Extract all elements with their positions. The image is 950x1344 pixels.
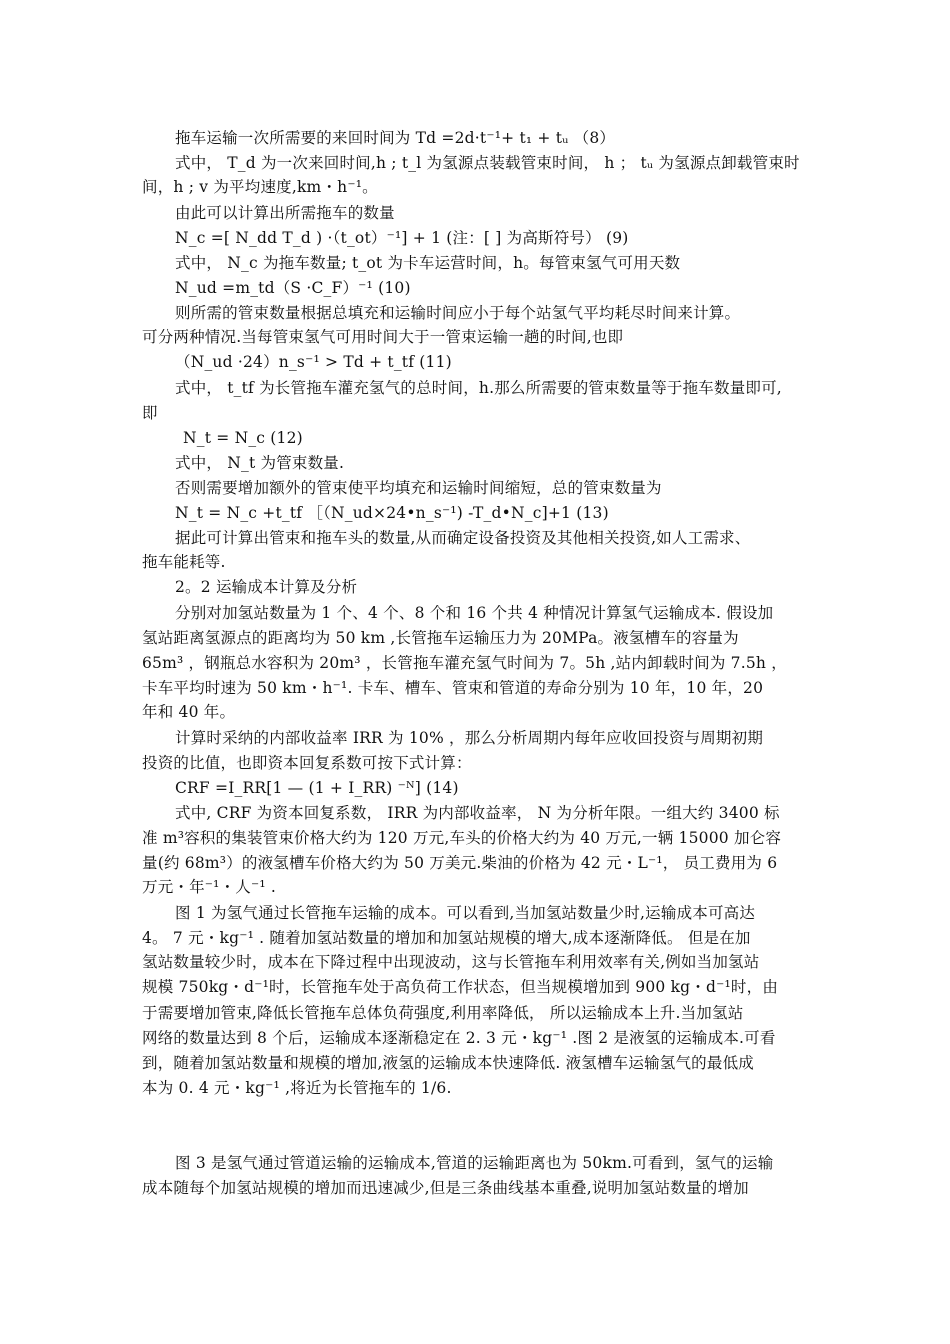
text-line: 式中， N_t 为管束数量. — [175, 454, 345, 472]
eq-11-line: （N_ud ·24）n_s⁻¹ > Td + t_tf (11) — [175, 353, 452, 371]
text-line: 计算时采纳的内部收益率 IRR 为 10% ，那么分析周期内每年应收回投资与周期初期 — [175, 729, 764, 747]
text-line: 准 m³容积的集装管束价格大约为 120 万元,车头的价格大约为 40 万元,一辆 15000 加仑容 — [142, 829, 782, 847]
text-line: 式中, CRF 为资本回复系数， IRR 为内部收益率， N 为分析年限。一组大约 3400 标 — [175, 804, 780, 822]
text-line: 即 — [142, 404, 158, 422]
text-line: 投资的比值，也即资本回复系数可按下式计算： — [142, 754, 472, 772]
text-line: 万元・年⁻¹・人⁻¹ . — [142, 878, 277, 896]
text-line: 本为 0. 4 元・kg⁻¹ ,将近为长管拖车的 1/6. — [142, 1079, 452, 1097]
eq-14-line: CRF =I_RR[1 — (1 + I_RR) ⁻ᴺ] (14) — [175, 779, 459, 797]
eq-12-line: N_t = N_c (12) — [183, 429, 303, 447]
text-line: 则所需的管束数量根据总填充和运输时间应小于每个站氢气平均耗尽时间来计算。 — [175, 304, 741, 322]
text-line: 否则需要增加额外的管束使平均填充和运输时间缩短，总的管束数量为 — [175, 479, 662, 497]
text-line: 年和 40 年。 — [142, 703, 236, 721]
text-line: 式中， t_tf 为长管拖车灌充氢气的总时间，h.那么所需要的管束数量等于拖车数量即可, — [175, 379, 782, 397]
section-heading: 2。2 运输成本计算及分析 — [175, 578, 358, 596]
text-line: 4。 7 元・kg⁻¹ . 随着加氢站数量的增加和加氢站规模的增大,成本逐渐降低。 但是在加 — [142, 929, 751, 947]
text-line: 图 3 是氢气通过管道运输的运输成本,管道的运输距离也为 50km.可看到，氢气的运输 — [175, 1154, 774, 1172]
text-line: 分别对加氢站数量为 1 个、4 个、8 个和 16 个共 4 种情况计算氢气运输成本. 假设加 — [175, 604, 774, 622]
eq-8-line: 拖车运输一次所需要的来回时间为 Td =2d·t⁻¹+ t₁ + tᵤ （8） — [175, 129, 616, 147]
eq-9-line: N_c =[ N_dd T_d ) ·（t_ot）⁻¹] + 1 (注：[ ] 为高斯符号） (9) — [175, 229, 629, 247]
text-line: 规模 750kg・d⁻¹时，长管拖车处于高负荷工作状态，但当规模增加到 900 kg・d⁻¹时，由 — [142, 978, 779, 996]
text-line: 65m³ ，钢瓶总水容积为 20m³ ，长管拖车灌充氢气时间为 7。5h ,站内卸载时间为 7.5h ， — [142, 654, 787, 672]
text-line: 网络的数量达到 8 个后，运输成本逐渐稳定在 2. 3 元・kg⁻¹ .图 2 是液氢的运输成本.可看 — [142, 1029, 776, 1047]
text-line: 拖车能耗等. — [142, 553, 226, 571]
eq-13-line: N_t = N_c +t_tf ［（N_ud×24•n_s⁻¹) -T_d•N_c]+1 (13) — [175, 504, 609, 522]
text-line: 氢站距离氢源点的距离均为 50 km ,长管拖车运输压力为 20MPa。液氢槽车的容量为 — [142, 629, 739, 647]
text-line: 成本随每个加氢站规模的增加而迅速减少,但是三条曲线基本重叠,说明加氢站数量的增加 — [142, 1179, 749, 1197]
text-line: 图 1 为氢气通过长管拖车运输的成本。可以看到,当加氢站数量少时,运输成本可高达 — [175, 904, 756, 922]
text-line: 氢站数量较少时，成本在下降过程中出现波动，这与长管拖车利用效率有关,例如当加氢站 — [142, 953, 760, 971]
text-line: 据此可计算出管束和拖车头的数量,从而确定设备投资及其他相关投资,如人工需求、 — [175, 529, 751, 547]
eq-10-line: N_ud =m_td（S ·C_F）⁻¹ (10) — [175, 279, 411, 297]
text-line: 间，h ; v 为平均速度,km・h⁻¹。 — [142, 178, 378, 196]
text-line: 可分两种情况.当每管束氢气可用时间大于一管束运输一趟的时间,也即 — [142, 328, 624, 346]
text-line: 卡车平均时速为 50 km・h⁻¹. 卡车、槽车、管束和管道的寿命分别为 10 年，10 年，20 — [142, 679, 764, 697]
text-line: 由此可以计算出所需拖车的数量 — [175, 204, 395, 222]
text-line: 量(约 68m³）的液氢槽车价格大约为 50 万美元.柴油的价格为 42 元・L⁻¹， 员工费用为 6 — [142, 854, 778, 872]
text-line: 式中， N_c 为拖车数量; t_ot 为卡车运营时间，h。每管束氢气可用天数 — [175, 254, 681, 272]
text-line: 式中， T_d 为一次来回时间,h ; t_l 为氢源点装载管束时间， h ； tᵤ 为氢源点卸载管束时 — [175, 154, 800, 172]
text-line: 到，随着加氢站数量和规模的增加,液氢的运输成本快速降低. 液氢槽车运输氢气的最低成 — [142, 1054, 754, 1072]
text-line: 于需要增加管束,降低长管拖车总体负荷强度,利用率降低， 所以运输成本上升.当加氢站 — [142, 1004, 744, 1022]
